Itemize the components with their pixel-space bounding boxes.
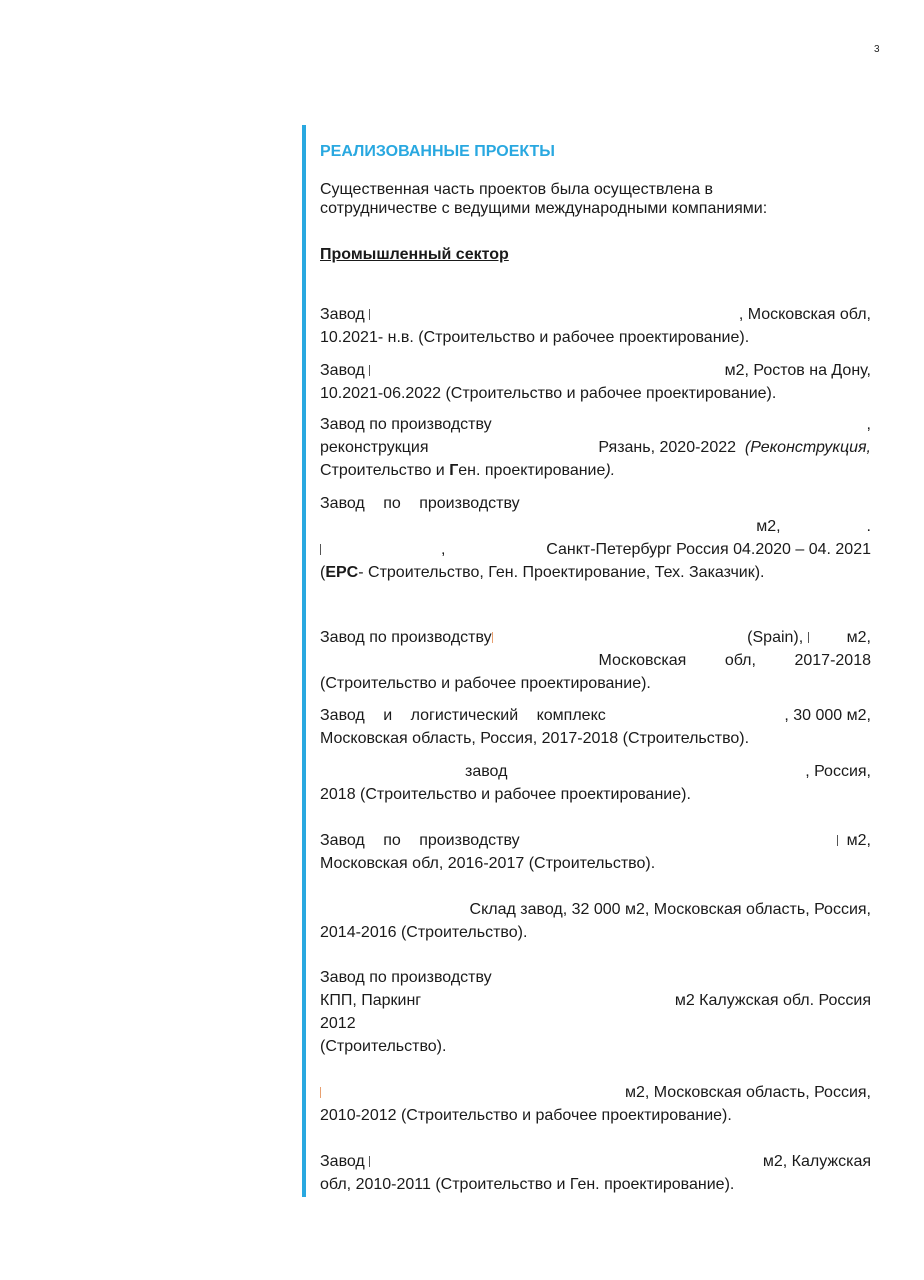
project-text: 2018 (Строительство и рабочее проектирование). [320, 786, 691, 803]
project-entry [320, 303, 871, 349]
project-text: 2010-2012 (Строительство и рабочее проектирование). [320, 1107, 732, 1124]
project-text: . [866, 518, 871, 535]
project-text: м2, [846, 832, 871, 849]
redaction-mark [320, 1087, 321, 1098]
project-text: 2012 [320, 1015, 356, 1032]
project-text: 2017-2018 [794, 652, 871, 669]
project-entry [320, 760, 871, 806]
intro-line-1: Существенная часть проектов была осуществлена в [320, 181, 714, 198]
project-entry [320, 898, 871, 944]
project-text: Санкт-Петербург Россия 04.2020 – 04. 2021 [546, 541, 871, 558]
page-number: 3 [874, 44, 880, 55]
redaction-mark [369, 1156, 370, 1167]
project-text: реконструкция [320, 439, 429, 456]
project-text: 10.2021-06.2022 (Строительство и рабочее проектирование). [320, 385, 777, 402]
project-text: , 30 000 м2, [784, 707, 871, 724]
project-text: Завод [320, 1153, 365, 1170]
project-entry [320, 413, 871, 482]
redaction-mark [808, 632, 809, 643]
project-text: (EPC- Строительство, Ген. Проектирование, Тех. Заказчик). [320, 564, 765, 581]
project-text: м2, [846, 629, 871, 646]
project-entry [320, 966, 871, 1058]
project-text: Завод [320, 362, 365, 379]
project-text: Завод по производству [320, 416, 492, 433]
project-text: , Россия, [805, 763, 871, 780]
redaction-mark [369, 309, 370, 320]
project-text: завод [465, 763, 508, 780]
project-entry [320, 359, 871, 405]
intro-line-2: сотрудничестве с ведущими международными компаниями: [320, 200, 768, 217]
project-text: 10.2021- н.в. (Строительство и рабочее проектирование). [320, 329, 750, 346]
project-text: (Строительство и рабочее проектирование). [320, 675, 651, 692]
project-text: м2, [756, 518, 781, 535]
accent-bar [302, 125, 306, 1197]
project-text: Рязань, 2020-2022 [598, 439, 737, 456]
intro-paragraph [320, 180, 871, 218]
project-text: Московская обл, 2016-2017 (Строительство). [320, 855, 656, 872]
project-text: Завод по производству [320, 495, 520, 512]
project-text: м2, Московская область, Россия, [625, 1084, 871, 1101]
project-text: м2, Ростов на Дону, [724, 362, 871, 379]
project-text: (Реконструкция, [744, 439, 871, 456]
redaction-mark [837, 835, 838, 846]
project-text: Завод [320, 306, 365, 323]
project-entry [320, 704, 871, 750]
project-entry [320, 626, 871, 695]
project-entry [320, 1150, 871, 1196]
project-text: Склад завод, 32 000 м2, Московская область, Россия, [469, 901, 871, 918]
project-text: Завод по производству [320, 832, 520, 849]
project-entry [320, 829, 871, 875]
project-text: , Московская обл, [738, 306, 871, 323]
project-text: (Spain), [747, 629, 804, 646]
project-text: (Строительство). [320, 1038, 447, 1055]
project-text: 2014-2016 (Строительство). [320, 924, 528, 941]
project-text: Завод по производству [320, 969, 492, 986]
project-text: , [441, 541, 446, 558]
project-text: Московская область, Россия, 2017-2018 (Строительство). [320, 730, 750, 747]
project-text: м2, Калужская [762, 1153, 871, 1170]
redaction-mark [369, 365, 370, 376]
project-text: КПП, Паркинг [320, 992, 422, 1009]
redaction-mark [320, 544, 321, 555]
project-text: Завод и логистический комплекс [320, 707, 606, 724]
industrial-sector-heading: Промышленный сектор [320, 246, 509, 263]
project-text: , [866, 416, 871, 433]
redaction-mark [492, 632, 493, 643]
project-text: м2 Калужская обл. Россия [674, 992, 871, 1009]
project-text: Строительство и Ген. проектирование). [320, 462, 616, 479]
project-entry [320, 492, 871, 584]
project-text: обл, [724, 652, 756, 669]
project-text: обл, 2010-2011 (Строительство и Ген. проектирование). [320, 1176, 735, 1193]
project-text: Московская [598, 652, 687, 669]
section-title: РЕАЛИЗОВАННЫЕ ПРОЕКТЫ [320, 143, 555, 160]
project-text: Завод по производству [320, 629, 492, 646]
project-entry [320, 1081, 871, 1127]
